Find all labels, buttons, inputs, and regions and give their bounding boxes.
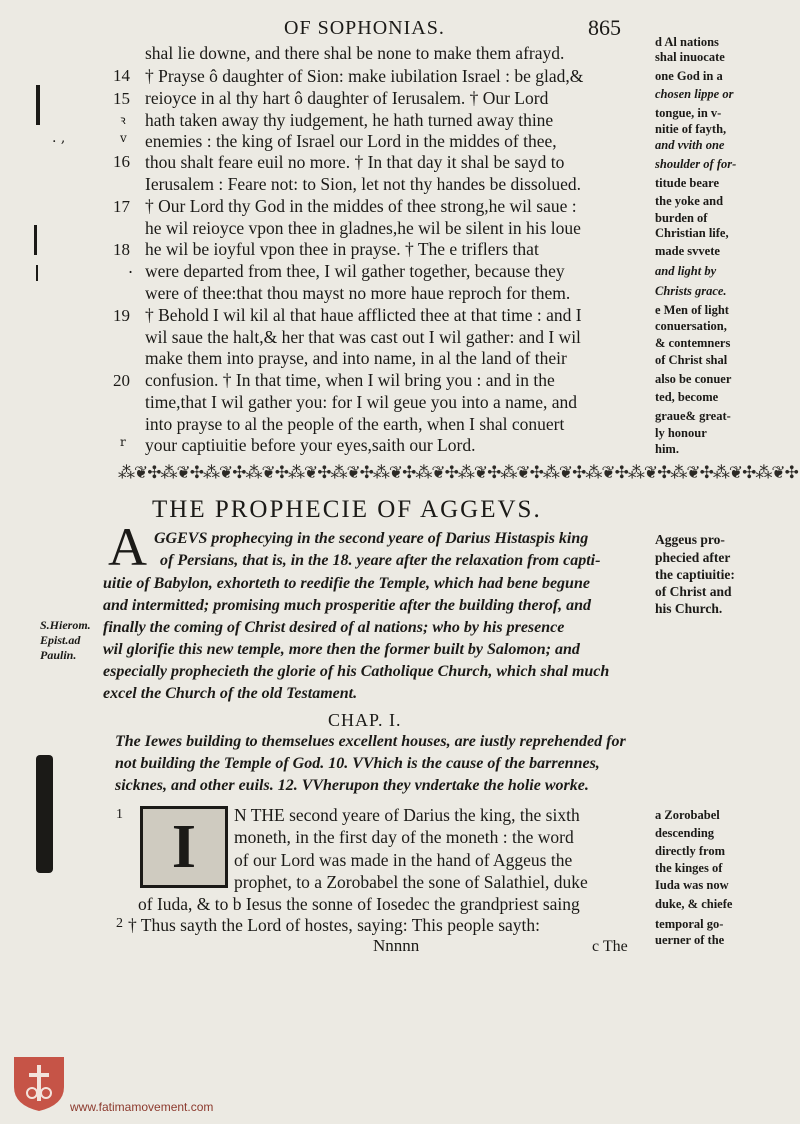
text-line: prophet, to a Zorobabel the sone of Salathiel, duke bbox=[234, 872, 588, 892]
text-line: were departed from thee, I wil gather together, because they bbox=[145, 261, 565, 281]
text-line: wil saue the halt,& her that was cast out I wil gather: and I wil bbox=[145, 327, 581, 347]
text-line: † Prayse ô daughter of Sion: make iubilation Israel : be glad,& bbox=[145, 66, 584, 86]
margin-note: the captiuitie: bbox=[655, 567, 735, 582]
margin-note: titude beare bbox=[655, 176, 719, 190]
verse-number: 20 bbox=[113, 371, 130, 390]
margin-note: chosen lippe or bbox=[655, 87, 734, 101]
margin-note: the kinges of bbox=[655, 861, 723, 875]
fatima-shield-logo-icon bbox=[12, 1053, 66, 1113]
dropcap-initial bbox=[140, 806, 228, 888]
margin-note: tongue, in v- bbox=[655, 106, 722, 120]
verse-number: 16 bbox=[113, 152, 130, 171]
argument-line: especially prophecieth the glorie of his Catholique Church, which shal much bbox=[103, 663, 610, 680]
margin-note: Iuda was now bbox=[655, 878, 729, 892]
text-line: time,that I wil gather you: for I wil geue you into a name, and bbox=[145, 392, 578, 412]
margin-note: one God in a bbox=[655, 69, 723, 83]
text-line: of our Lord was made in the hand of Aggeus the bbox=[234, 850, 573, 870]
text-line: your captiuitie before your eyes,saith our Lord. bbox=[145, 435, 476, 455]
margin-note: ly honour bbox=[655, 426, 707, 440]
margin-note: & contemners bbox=[655, 336, 731, 350]
margin-bar bbox=[34, 225, 37, 255]
text-line: of Iuda, & to b Iesus the sonne of Iosedec the grandpriest saing bbox=[138, 894, 580, 914]
text-line: into prayse to al the people of the earth, when I shal conuert bbox=[145, 414, 565, 434]
page-number: 865 bbox=[588, 15, 621, 40]
text-line: † Behold I wil kil al that haue afflicted thee at that time : and I bbox=[145, 305, 582, 325]
margin-note: nitie of fayth, bbox=[655, 122, 727, 136]
text-line: Ierusalem : Feare not: to Sion, let not thy handes be dissolued. bbox=[145, 174, 581, 194]
website-link[interactable]: www.fatimamovement.com bbox=[70, 1100, 214, 1114]
chapter-summary-line: The Iewes building to themselues excellent houses, are iustly reprehended for bbox=[115, 733, 626, 750]
text-line: reioyce in al thy hart ô daughter of Ierusalem. † Our Lord bbox=[145, 88, 549, 108]
margin-bar bbox=[36, 755, 53, 873]
argument-initial: A bbox=[108, 517, 147, 577]
verse-number: 1 bbox=[116, 807, 123, 822]
argument-line: excel the Church of the old Testament. bbox=[103, 685, 358, 702]
book-title: THE PROPHECIE OF AGGEVS. bbox=[152, 496, 542, 523]
text-line: N THE second yeare of Darius the king, the sixth bbox=[234, 805, 580, 825]
margin-bar bbox=[36, 265, 38, 281]
text-line: thou shalt feare euil no more. † In that day it shal be sayd to bbox=[145, 152, 565, 172]
text-line: † Thus sayth the Lord of hostes, saying: This people sayth: bbox=[128, 915, 541, 935]
chapter-summary-line: not building the Temple of God. 10. VVhich is the cause of the barrennes, bbox=[115, 755, 600, 772]
text-line: enemies : the king of Israel our Lord in the middes of thee, bbox=[145, 131, 557, 151]
margin-note: phecied after bbox=[655, 550, 731, 565]
text-line: confusion. † In that time, when I wil bring you : and in the bbox=[145, 370, 555, 390]
left-margin-note: Paulin. bbox=[40, 648, 77, 662]
margin-note: burden of bbox=[655, 211, 708, 225]
argument-line: finally the coming of Christ desired of al nations; who by his presence bbox=[103, 619, 565, 636]
margin-note: ted, become bbox=[655, 390, 719, 404]
dropcap-letter: I bbox=[171, 812, 197, 881]
left-mark: . bbox=[128, 258, 134, 277]
margin-note: Christian life, bbox=[655, 226, 729, 240]
margin-note: and light by bbox=[655, 264, 717, 278]
margin-note: him. bbox=[655, 442, 679, 456]
text-line: shal lie downe, and there shal be none to make them afrayd. bbox=[145, 43, 565, 63]
margin-note: of Christ and bbox=[655, 584, 732, 599]
margin-note: d Al nations bbox=[655, 35, 719, 49]
verse-number: 17 bbox=[113, 197, 130, 216]
verse-number: 2 bbox=[116, 916, 123, 931]
margin-note: conuersation, bbox=[655, 319, 727, 333]
running-title: OF SOPHONIAS. bbox=[284, 17, 445, 39]
argument-line: wil glorifie this new temple, more then the former built by Salomon; and bbox=[103, 641, 580, 658]
text-line: hath taken away thy iudgement, he hath turned away thine bbox=[145, 110, 554, 130]
margin-note: e Men of light bbox=[655, 303, 729, 317]
margin-note: also be conuer bbox=[655, 372, 732, 386]
margin-note: uerner of the bbox=[655, 933, 725, 947]
margin-note: a Zorobabel bbox=[655, 808, 720, 822]
margin-note: his Church. bbox=[655, 601, 723, 616]
margin-note: directly from bbox=[655, 844, 726, 858]
verse-number: 15 bbox=[113, 89, 130, 108]
verse-number: 14 bbox=[113, 66, 130, 85]
margin-note: duke, & chiefe bbox=[655, 897, 733, 911]
chapter-heading: CHAP. I. bbox=[328, 710, 402, 730]
margin-note: graue& great- bbox=[655, 409, 731, 423]
margin-note: shoulder of for- bbox=[655, 157, 737, 171]
margin-note: the yoke and bbox=[655, 194, 724, 208]
margin-note: and vvith one bbox=[655, 138, 725, 152]
text-line: make them into prayse, and into name, in al the land of their bbox=[145, 348, 567, 368]
catchword: c The bbox=[592, 938, 628, 955]
text-line: moneth, in the first day of the moneth : the word bbox=[234, 827, 574, 847]
argument-line: and intermitted; promising much prosperitie after the building therof, and bbox=[103, 597, 592, 614]
margin-note: temporal go- bbox=[655, 917, 724, 931]
ornament-band: ⁂❦✣⁂❦✣⁂❦✣⁂❦✣⁂❦✣⁂❦✣⁂❦✣⁂❦✣⁂❦✣⁂❦✣⁂❦✣⁂❦✣⁂❦✣⁂❦✣⁂❦✣⁂❦✣ bbox=[118, 463, 798, 483]
left-mark: . , bbox=[52, 130, 66, 146]
left-margin-note: Epist.ad bbox=[40, 633, 81, 647]
text-line: he wil reioyce vpon thee in gladnes,he wil be silent in his loue bbox=[145, 218, 581, 238]
left-mark: ꝛ bbox=[120, 113, 126, 127]
verse-number: 19 bbox=[113, 306, 130, 325]
argument-line: GGEVS prophecying in the second yeare of Darius Histaspis king bbox=[154, 530, 589, 547]
margin-note: Christs grace. bbox=[655, 284, 727, 298]
margin-note: made svvete bbox=[655, 244, 720, 258]
chapter-summary-line: sicknes, and other euils. 12. VVherupon they vndertake the holie worke. bbox=[115, 777, 589, 794]
margin-bar bbox=[36, 85, 40, 125]
left-margin-note: S.Hierom. bbox=[40, 618, 91, 632]
verse-number: 18 bbox=[113, 240, 130, 259]
margin-note: Aggeus pro- bbox=[655, 532, 725, 547]
margin-note: descending bbox=[655, 826, 715, 840]
signature-mark: Nnnnn bbox=[373, 936, 420, 955]
left-mark: v bbox=[120, 131, 127, 145]
margin-note: shal inuocate bbox=[655, 50, 725, 64]
left-mark: r bbox=[120, 435, 126, 449]
argument-line: uitie of Babylon, exhorteth to reedifie the Temple, which had bene begune bbox=[103, 575, 590, 592]
text-line: were of thee:that thou mayst no more haue reproch for them. bbox=[145, 283, 571, 303]
text-line: † Our Lord thy God in the middes of thee strong,he wil saue : bbox=[145, 196, 577, 216]
margin-note: of Christ shal bbox=[655, 353, 728, 367]
text-line: he wil be ioyful vpon thee in prayse. † The e triflers that bbox=[145, 239, 539, 259]
argument-line: of Persians, that is, in the 18. yeare after the relaxation from capti- bbox=[160, 552, 601, 569]
